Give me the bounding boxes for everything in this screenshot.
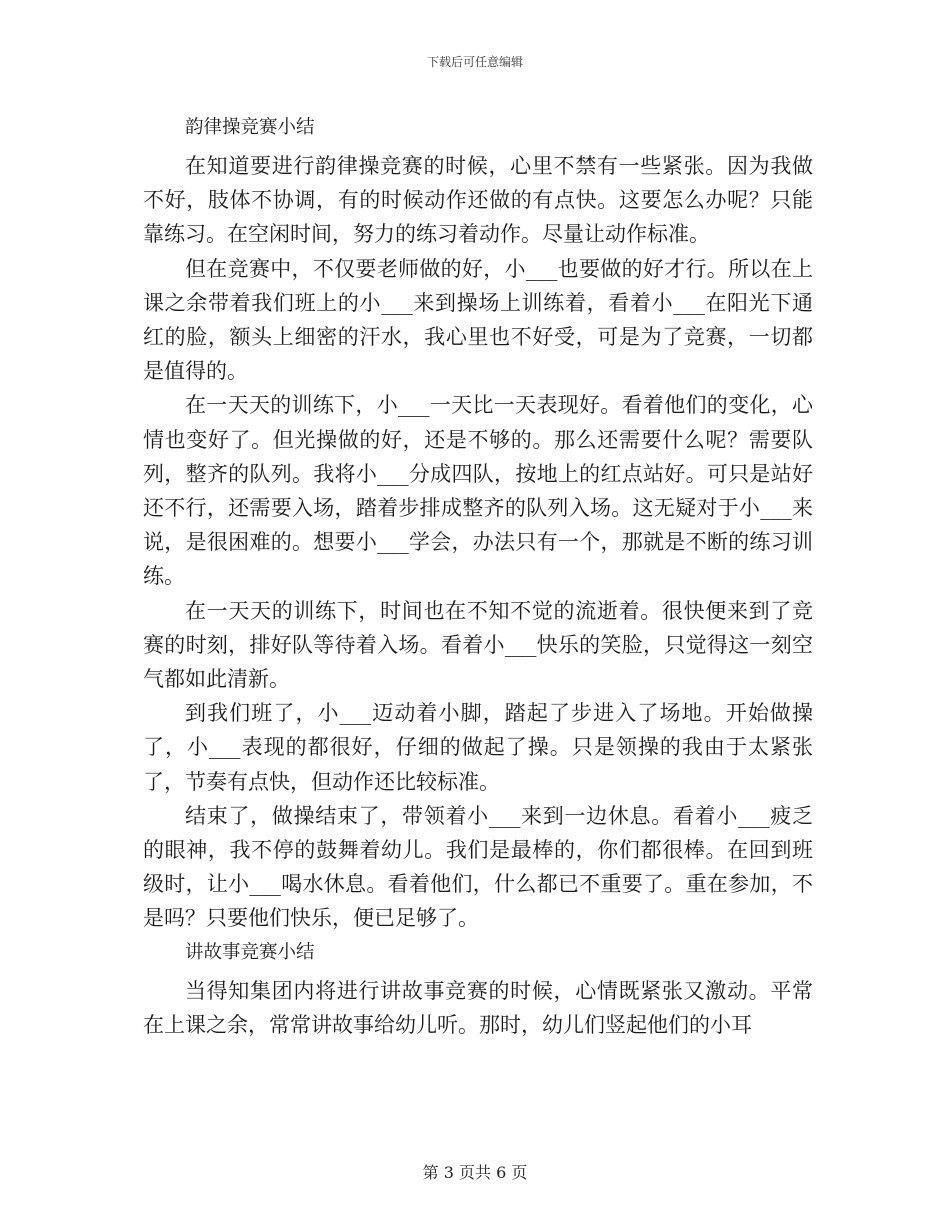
paragraph: 在一天天的训练下，时间也在不知不觉的流逝着。很快便来到了竞赛的时刻，排好队等待着入场。看着小___快乐的笑脸，只觉得这一刻空气都如此清新。 <box>143 598 813 692</box>
paragraph: 在一天天的训练下，小___一天比一天表现好。看着他们的变化，心情也变好了。但光操做的好，还是不够的。那么还需要什么呢？需要队列，整齐的队列。我将小___分成四队，按地上的红点站好。可只是站好还不行，还需要入场，踏着步排成整齐的队列入场。这无疑对于小___来说，是很困难的。想要小___学会，办法只有一个，那就是不断的练习训练。 <box>143 393 813 589</box>
page-footer: 第 3 页共 6 页 <box>422 1163 528 1182</box>
paragraph: 结束了，做操结束了，带领着小___来到一边休息。看着小___疲乏的眼神，我不停的鼓舞着幼儿。我们是最棒的，你们都很棒。在回到班级时，让小___喝水休息。看着他们，什么都已不重要了。重在参加，不是吗？只要他们快乐，便已足够了。 <box>143 803 813 931</box>
paragraph: 到我们班了，小___迈动着小脚，踏起了步进入了场地。开始做操了，小___表现的都很好，仔细的做起了操。只是领操的我由于太紧张了，节奏有点快，但动作还比较标准。 <box>143 701 813 794</box>
paragraph: 当得知集团内将进行讲故事竞赛的时候，心情既紧张又激动。平常在上课之余，常常讲故事给幼儿听。那时，幼儿们竖起他们的小耳 <box>143 978 813 1037</box>
section-title: 韵律操竞赛小结 <box>185 117 315 138</box>
paragraph: 在知道要进行韵律操竞赛的时候，心里不禁有一些紧张。因为我做不好，肢体不协调，有的时候动作还做的有点快。这要怎么办呢？只能靠练习。在空闲时间，努力的练习着动作。尽量让动作标准。 <box>143 154 813 247</box>
document-body <box>143 111 813 1042</box>
section-title: 讲故事竞赛小结 <box>185 941 315 963</box>
page-header: 下载后可任意编辑 <box>426 55 523 69</box>
paragraph: 但在竞赛中，不仅要老师做的好，小___也要做的好才行。所以在上课之余带着我们班上的小___来到操场上训练着，看着小___在阳光下通红的脸，额头上细密的汗水，我心里也不好受，可是为了竞赛，一切都是值得的。 <box>143 256 813 384</box>
